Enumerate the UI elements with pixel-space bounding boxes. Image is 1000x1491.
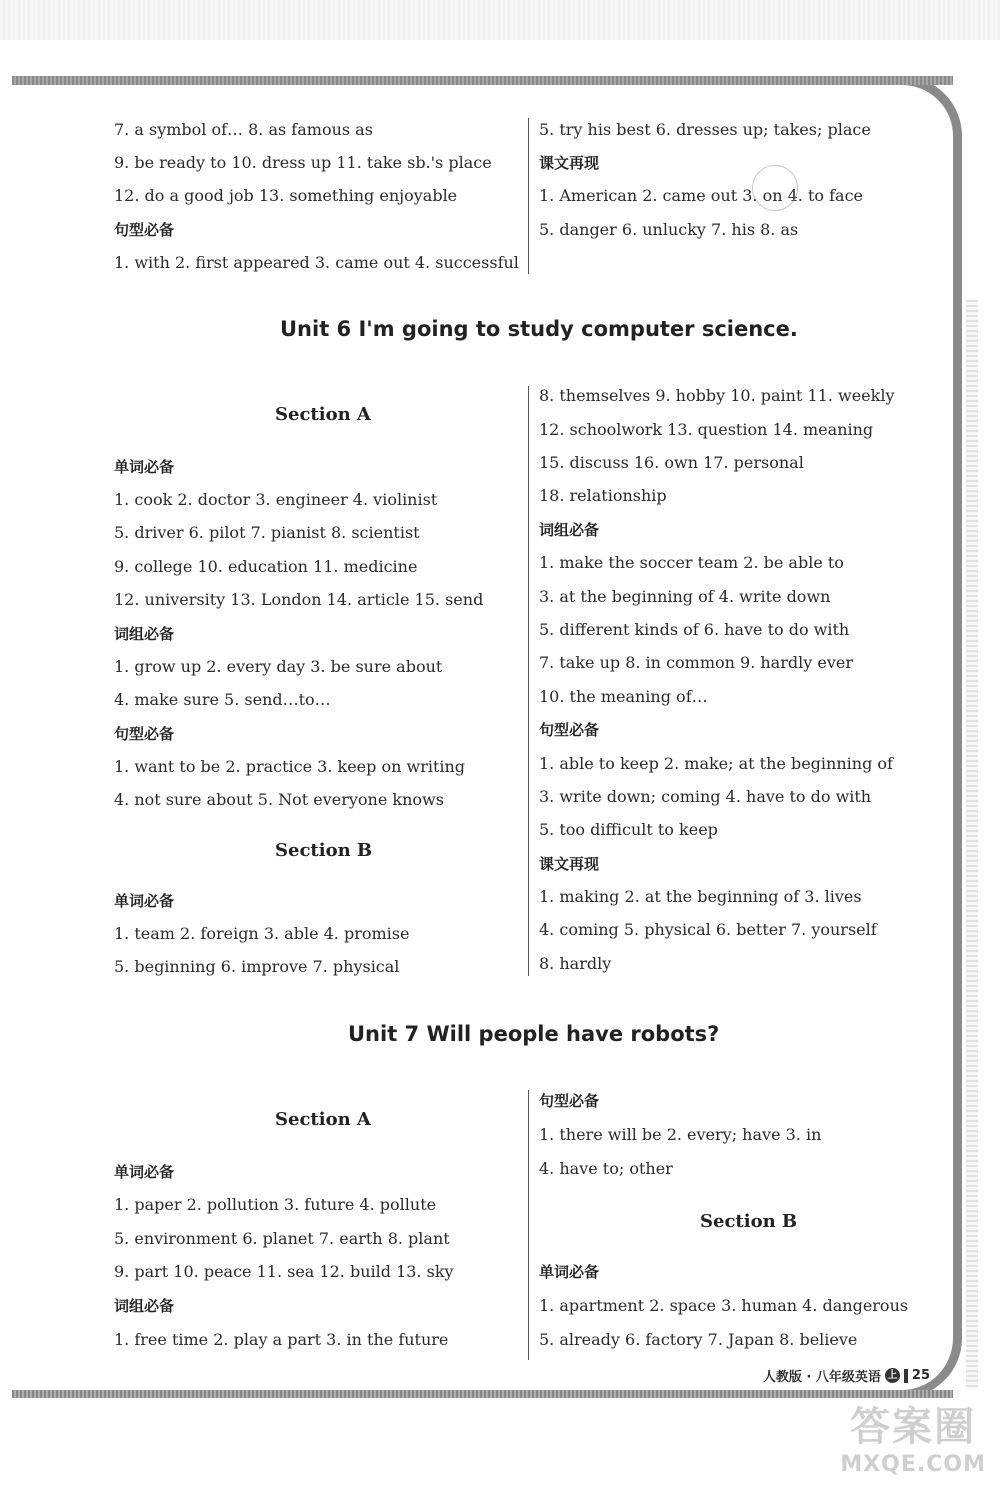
answer-line: 7. take up 8. in common 9. hardly ever bbox=[539, 653, 853, 672]
answer-line: 1. team 2. foreign 3. able 4. promise bbox=[114, 924, 410, 943]
watermark-url: MXQE.COM bbox=[840, 1452, 986, 1477]
footer-bar bbox=[904, 1369, 908, 1383]
unit-7-title: Unit 7 Will people have robots? bbox=[348, 1022, 720, 1046]
answer-line: 1. with 2. first appeared 3. came out 4. successful bbox=[114, 253, 519, 272]
volume-badge: 上 bbox=[885, 1368, 900, 1383]
page-footer bbox=[763, 1366, 930, 1385]
answer-line: 12. schoolwork 13. question 14. meaning bbox=[539, 420, 874, 439]
answer-line: 3. at the beginning of 4. write down bbox=[539, 587, 831, 606]
site-watermark bbox=[840, 1395, 986, 1477]
label-text-review: 课文再现 bbox=[539, 855, 600, 873]
answer-line: 1. cook 2. doctor 3. engineer 4. violinist bbox=[114, 490, 438, 509]
answer-line: 9. part 10. peace 11. sea 12. build 13. sky bbox=[114, 1262, 454, 1281]
unit6-section-a-heading: Section A bbox=[275, 404, 371, 425]
unit-6-title: Unit 6 I'm going to study computer science. bbox=[280, 317, 798, 341]
answer-line: 1. able to keep 2. make; at the beginning of bbox=[539, 754, 893, 773]
answer-line: 8. themselves 9. hobby 10. paint 11. weekly bbox=[539, 386, 895, 405]
label-sentences: 句型必备 bbox=[539, 1092, 600, 1110]
answer-line: 3. write down; coming 4. have to do with bbox=[539, 787, 872, 806]
label-sentences: 句型必备 bbox=[539, 721, 600, 739]
answer-line: 8. hardly bbox=[539, 954, 612, 973]
answer-line: 9. be ready to 10. dress up 11. take sb.'s place bbox=[114, 153, 492, 172]
label-words: 单词必备 bbox=[114, 458, 175, 476]
answer-line: 5. try his best 6. dresses up; takes; place bbox=[539, 120, 871, 139]
answer-line: 1. apartment 2. space 3. human 4. dangerous bbox=[539, 1296, 909, 1315]
answer-line: 10. the meaning of… bbox=[539, 687, 708, 706]
answer-line: 5. already 6. factory 7. Japan 8. believe bbox=[539, 1330, 858, 1349]
answer-line: 5. environment 6. planet 7. earth 8. plant bbox=[114, 1229, 450, 1248]
answer-line: 18. relationship bbox=[539, 486, 667, 505]
page-number: 25 bbox=[911, 1368, 930, 1383]
watermark-cn: 答案圈 bbox=[850, 1404, 977, 1450]
column-divider-unit7 bbox=[528, 1090, 529, 1360]
stamp-mark bbox=[752, 165, 798, 211]
answer-line: 1. grow up 2. every day 3. be sure about bbox=[114, 657, 443, 676]
answer-line: 5. beginning 6. improve 7. physical bbox=[114, 957, 400, 976]
label-sentences: 句型必备 bbox=[114, 221, 175, 239]
label-sentences: 句型必备 bbox=[114, 725, 175, 743]
answer-line: 1. American 2. came out 3. on 4. to face bbox=[539, 186, 863, 205]
edition-label: 人教版 · 八年级英语 bbox=[762, 1370, 881, 1385]
label-words: 单词必备 bbox=[114, 892, 175, 910]
column-divider-unit6 bbox=[528, 386, 529, 976]
answer-line: 1. paper 2. pollution 3. future 4. pollute bbox=[114, 1195, 437, 1214]
answer-line: 4. not sure about 5. Not everyone knows bbox=[114, 790, 444, 809]
label-phrases: 词组必备 bbox=[114, 625, 175, 643]
answer-line: 1. making 2. at the beginning of 3. lives bbox=[539, 887, 862, 906]
answer-line: 5. different kinds of 6. have to do with bbox=[539, 620, 850, 639]
label-words: 单词必备 bbox=[114, 1163, 175, 1181]
answer-line: 5. danger 6. unlucky 7. his 8. as bbox=[539, 220, 799, 239]
unit7-section-a-heading: Section A bbox=[275, 1109, 371, 1130]
answer-line: 5. too difficult to keep bbox=[539, 820, 718, 839]
answer-line: 9. college 10. education 11. medicine bbox=[114, 557, 418, 576]
answer-line: 5. driver 6. pilot 7. pianist 8. scientist bbox=[114, 523, 420, 542]
answer-line: 4. have to; other bbox=[539, 1159, 673, 1178]
answer-line: 1. make the soccer team 2. be able to bbox=[539, 553, 844, 572]
answer-line: 15. discuss 16. own 17. personal bbox=[539, 453, 804, 472]
answer-line: 7. a symbol of… 8. as famous as bbox=[114, 120, 373, 139]
answer-line: 1. want to be 2. practice 3. keep on writing bbox=[114, 757, 466, 776]
unit7-section-b-heading: Section B bbox=[700, 1211, 798, 1232]
answer-line: 1. free time 2. play a part 3. in the future bbox=[114, 1330, 449, 1349]
answer-line: 4. coming 5. physical 6. better 7. yourself bbox=[539, 920, 877, 939]
label-words: 单词必备 bbox=[539, 1263, 600, 1281]
unit6-section-b-heading: Section B bbox=[275, 840, 373, 861]
answer-line: 4. make sure 5. send…to… bbox=[114, 690, 331, 709]
answer-line: 12. university 13. London 14. article 15. send bbox=[114, 590, 484, 609]
label-text-review: 课文再现 bbox=[539, 154, 600, 172]
answer-line: 12. do a good job 13. something enjoyable bbox=[114, 186, 458, 205]
label-phrases: 词组必备 bbox=[539, 521, 600, 539]
label-phrases: 词组必备 bbox=[114, 1297, 175, 1315]
page-edge-texture bbox=[966, 300, 978, 1390]
answer-line: 1. there will be 2. every; have 3. in bbox=[539, 1125, 822, 1144]
column-divider-top bbox=[528, 118, 529, 274]
scan-top-strip bbox=[0, 0, 1000, 40]
